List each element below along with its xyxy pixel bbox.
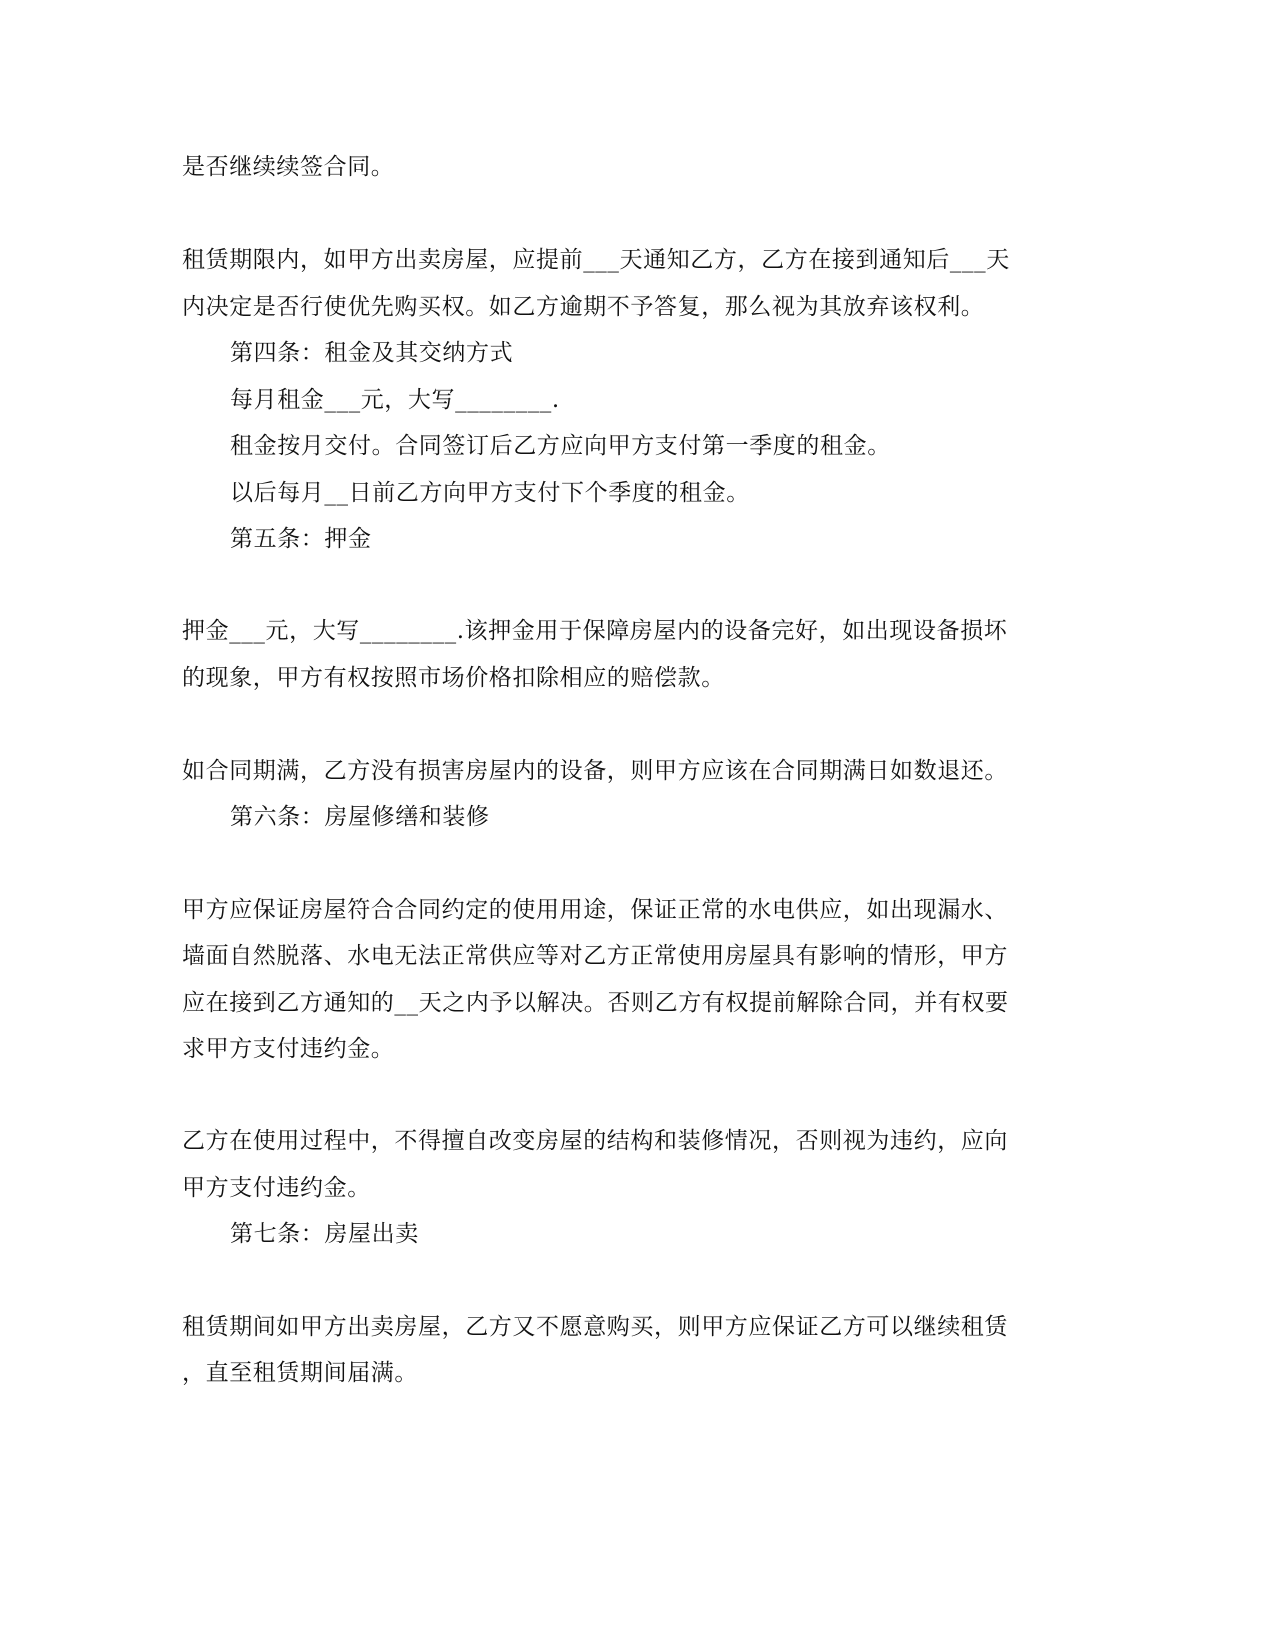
paragraph-line: 内决定是否行使优先购买权。如乙方逾期不予答复，那么视为其放弃该权利。 xyxy=(182,294,985,320)
paragraph-line: 租赁期间如甲方出卖房屋，乙方又不愿意购买，则甲方应保证乙方可以继续租赁 xyxy=(182,1314,1008,1340)
paragraph-line: ，直至租赁期间届满。 xyxy=(182,1360,418,1386)
paragraph-line: 如合同期满，乙方没有损害房屋内的设备，则甲方应该在合同期满日如数退还。 xyxy=(182,758,1008,784)
paragraph-line: 甲方支付违约金。 xyxy=(182,1175,371,1201)
section-heading-5: 第五条：押金 xyxy=(230,526,372,552)
paragraph-line: 的现象，甲方有权按照市场价格扣除相应的赔偿款。 xyxy=(182,665,725,691)
section-heading-4: 第四条：租金及其交纳方式 xyxy=(230,340,514,366)
paragraph-line: 租金按月交付。合同签订后乙方应向甲方支付第一季度的租金。 xyxy=(230,433,891,459)
section-heading-7: 第七条：房屋出卖 xyxy=(230,1221,419,1247)
section-heading-6: 第六条：房屋修缮和装修 xyxy=(230,804,490,830)
paragraph-line: 租赁期限内，如甲方出卖房屋，应提前___天通知乙方，乙方在接到通知后___天 xyxy=(182,247,1010,273)
paragraph-line: 以后每月__日前乙方向甲方支付下个季度的租金。 xyxy=(230,480,750,506)
paragraph-line: 应在接到乙方通知的__天之内予以解决。否则乙方有权提前解除合同，并有权要 xyxy=(182,990,1009,1016)
paragraph-line: 每月租金___元，大写________. xyxy=(230,387,560,413)
paragraph-line: 甲方应保证房屋符合合同约定的使用用途，保证正常的水电供应，如出现漏水、 xyxy=(182,897,1008,923)
paragraph-line: 求甲方支付违约金。 xyxy=(182,1036,395,1062)
paragraph-line: 押金___元，大写________.该押金用于保障房屋内的设备完好，如出现设备损坏 xyxy=(182,618,1008,644)
paragraph-line: 乙方在使用过程中，不得擅自改变房屋的结构和装修情况，否则视为违约，应向 xyxy=(182,1128,1008,1154)
paragraph-line: 墙面自然脱落、水电无法正常供应等对乙方正常使用房屋具有影响的情形，甲方 xyxy=(182,943,1008,969)
paragraph-line: 是否继续续签合同。 xyxy=(182,154,395,180)
